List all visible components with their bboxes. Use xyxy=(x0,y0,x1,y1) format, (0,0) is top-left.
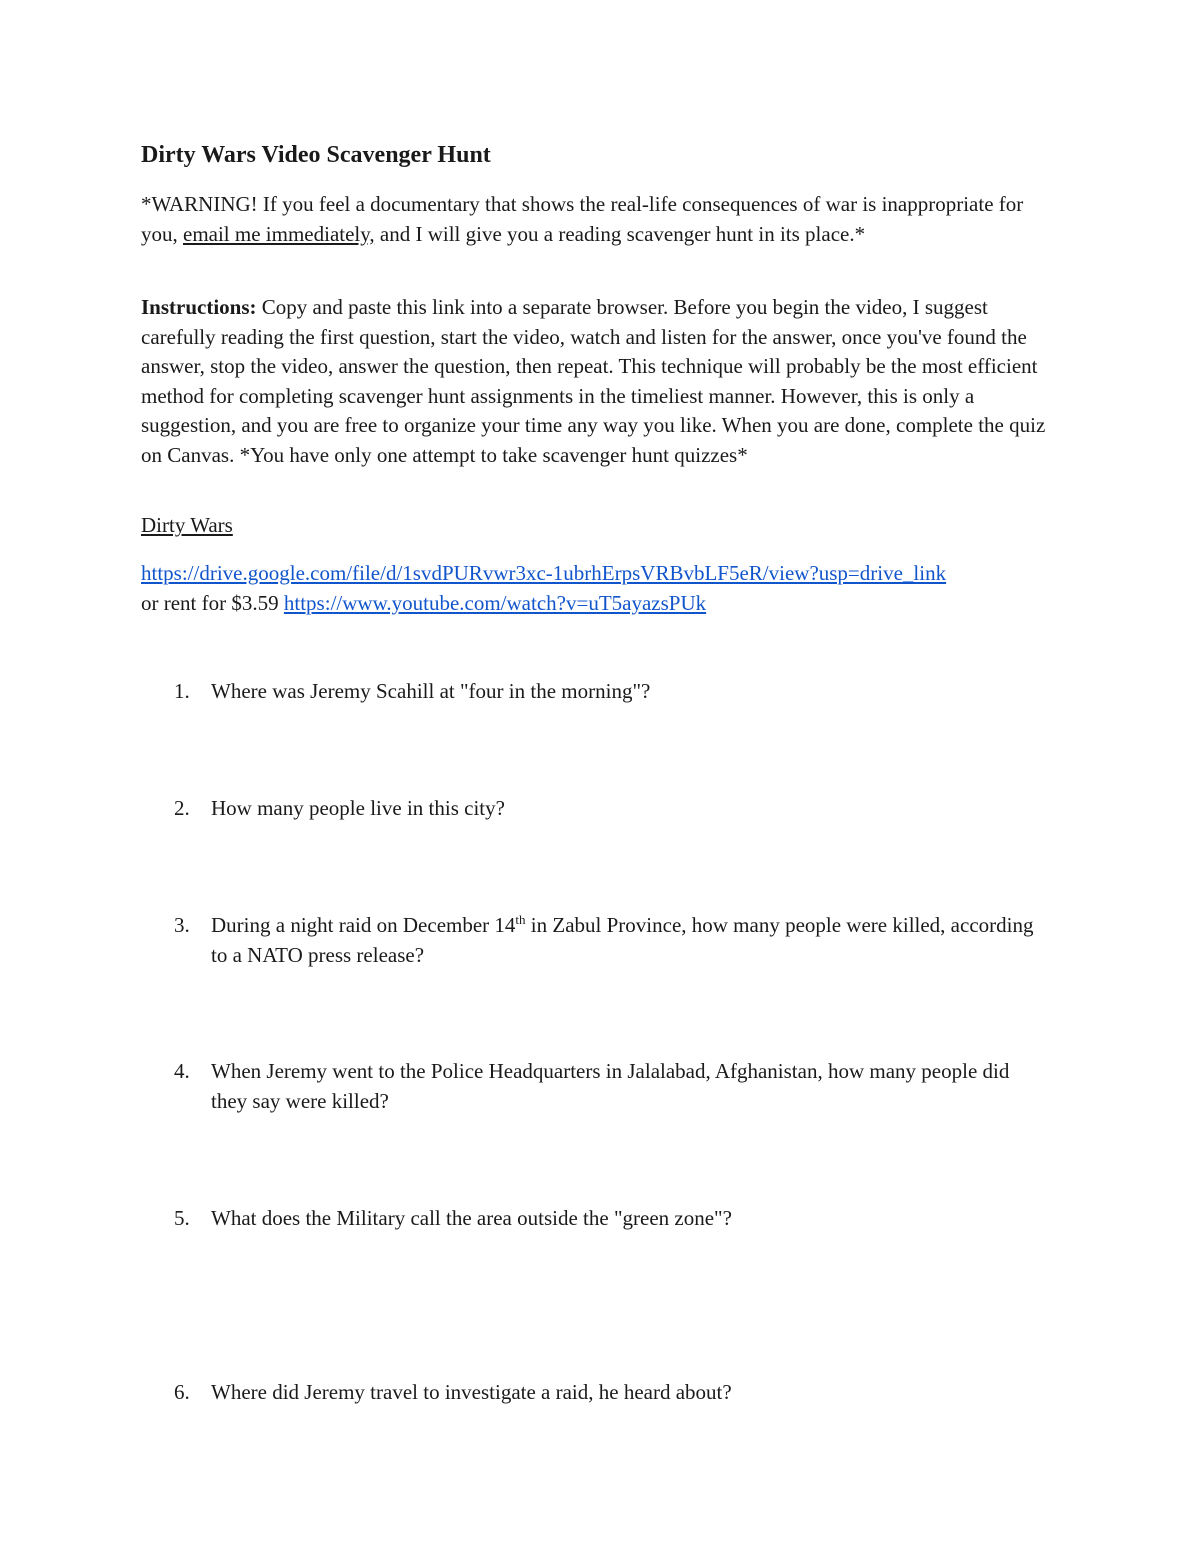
rent-text: or rent for $3.59 xyxy=(141,591,284,615)
question-text-before: During a night raid on December 14 xyxy=(211,913,516,937)
question-number: 6. xyxy=(174,1380,190,1404)
instructions-label: Instructions: xyxy=(141,295,257,319)
question-item xyxy=(174,677,1034,707)
instructions-paragraph xyxy=(141,293,1056,470)
question-item xyxy=(174,794,1034,824)
question-text: When Jeremy went to the Police Headquarters in Jalalabad, Afghanistan, how many people did they say were killed? xyxy=(211,1059,1010,1113)
video-links xyxy=(141,558,946,618)
question-item xyxy=(174,1204,1034,1234)
youtube-link[interactable]: https://www.youtube.com/watch?v=uT5ayazsPUk xyxy=(283,591,707,615)
question-item xyxy=(174,1057,1034,1116)
question-number: 3. xyxy=(174,913,190,937)
question-number: 4. xyxy=(174,1059,190,1083)
drive-link[interactable]: https://drive.google.com/file/d/1svdPURvwr3xc-1ubrhErpsVRBvbLF5eR/view?usp=drive_link xyxy=(141,561,947,585)
question-text: Where was Jeremy Scahill at "four in the morning"? xyxy=(211,679,651,703)
question-text: How many people live in this city? xyxy=(211,796,505,820)
warning-paragraph xyxy=(141,190,1056,249)
question-text: Where did Jeremy travel to investigate a raid, he heard about? xyxy=(211,1380,732,1404)
email-me-link[interactable]: email me immediately, xyxy=(183,221,375,246)
video-title-link[interactable]: Dirty Wars xyxy=(141,513,233,537)
question-number: 5. xyxy=(174,1206,190,1230)
question-text-after: in Zabul Province, how many people were killed, according to a NATO press release? xyxy=(211,913,1034,967)
question-number: 1. xyxy=(174,679,190,703)
question-text xyxy=(211,911,1034,970)
question-item xyxy=(174,1378,1034,1408)
superscript-th: th xyxy=(515,912,526,927)
question-number: 2. xyxy=(174,796,190,820)
warning-text-before: *WARNING! If you feel a documentary that shows the real-life consequences of war is inappropriate for you, xyxy=(141,192,1024,246)
question-text: What does the Military call the area outside the "green zone"? xyxy=(211,1206,732,1230)
document-title: Dirty Wars Video Scavenger Hunt xyxy=(141,142,491,168)
question-item xyxy=(174,911,1034,970)
warning-text-after: and I will give you a reading scavenger hunt in its place.* xyxy=(374,221,866,246)
instructions-text: Copy and paste this link into a separate browser. Before you begin the video, I suggest carefully reading the first question, start the video, watch and listen for the answer, once you've found the answer, stop the video, answer the question, then repeat. This technique will probably be the most efficient method for completing scavenger hunt assignments in the timeliest manner. However, this is only a suggestion, and you are free to organize your time any way you like. When you are done, complete the quiz on Canvas. *You have only one attempt to take scavenger hunt quizzes* xyxy=(141,295,1046,467)
